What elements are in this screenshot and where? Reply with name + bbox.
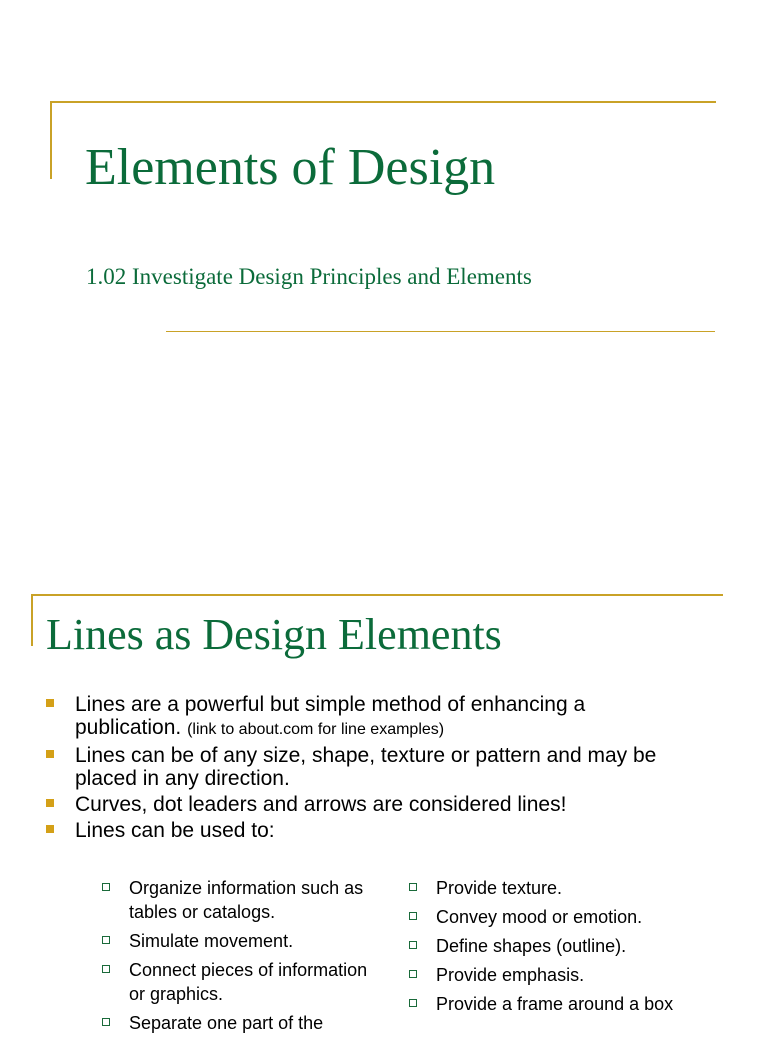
bullet-item [75, 744, 675, 790]
hollow-square-bullet-icon [102, 1018, 110, 1026]
sub-item-text: Convey mood or emotion. [436, 907, 643, 927]
bullet-item [75, 819, 675, 842]
sub-item-text: Simulate movement. [129, 931, 294, 951]
sub-item-text: Provide emphasis. [436, 965, 585, 985]
sub-list-item [436, 876, 736, 900]
slide1-subtitle: 1.02 Investigate Design Principles and Elements [86, 264, 532, 289]
hollow-square-bullet-icon [409, 883, 417, 891]
bullet-item [75, 693, 675, 741]
sub-list-item [129, 1011, 379, 1035]
hollow-square-bullet-icon [409, 999, 417, 1007]
hollow-square-bullet-icon [409, 970, 417, 978]
square-bullet-icon [46, 750, 54, 758]
hollow-square-bullet-icon [102, 883, 110, 891]
sub-item-text: Separate one part of the [129, 1013, 324, 1033]
sub-item-text: Organize information such as tables or catalogs. [129, 878, 364, 922]
bullet-text: Lines can be of any size, shape, texture or pattern and may be placed in any direction. [75, 744, 657, 790]
sub-list-item [129, 876, 379, 924]
sub-list-item [436, 934, 736, 958]
square-bullet-icon [46, 699, 54, 707]
bullet-text: Curves, dot leaders and arrows are considered lines! [75, 793, 567, 816]
sub-item-text: Provide a frame around a box [436, 994, 674, 1014]
hollow-square-bullet-icon [409, 941, 417, 949]
hollow-square-bullet-icon [102, 965, 110, 973]
main-bullet-list [75, 693, 675, 845]
sub-list-item [129, 958, 379, 1006]
sub-list-item [129, 929, 379, 953]
bullet-item [75, 793, 675, 816]
hollow-square-bullet-icon [102, 936, 110, 944]
square-bullet-icon [46, 825, 54, 833]
slide1-top-rule [50, 101, 716, 103]
sub-item-text: Connect pieces of information or graphics. [129, 960, 368, 1004]
square-bullet-icon [46, 799, 54, 807]
hollow-square-bullet-icon [409, 912, 417, 920]
sub-list-item [436, 963, 736, 987]
sub-list-item [436, 905, 736, 929]
slide1-title: Elements of Design [85, 139, 496, 196]
slide1-bottom-rule [166, 331, 715, 332]
sub-item-text: Provide texture. [436, 878, 563, 898]
bullet-text: Lines can be used to: [75, 819, 275, 842]
sub-bullet-list-left [129, 876, 379, 1040]
bullet-text: Lines are a powerful but simple method of enhancing a publication. [75, 693, 586, 739]
sub-bullet-list-right [436, 876, 736, 1021]
slide2-title: Lines as Design Elements [46, 610, 502, 659]
example-link[interactable]: (link to about.com for line examples) [187, 721, 445, 738]
slide1-left-rule [50, 101, 52, 179]
slide2-left-rule [31, 594, 33, 646]
sub-list-item [436, 992, 736, 1016]
sub-item-text: Define shapes (outline). [436, 936, 627, 956]
slide2-top-rule [31, 594, 723, 596]
